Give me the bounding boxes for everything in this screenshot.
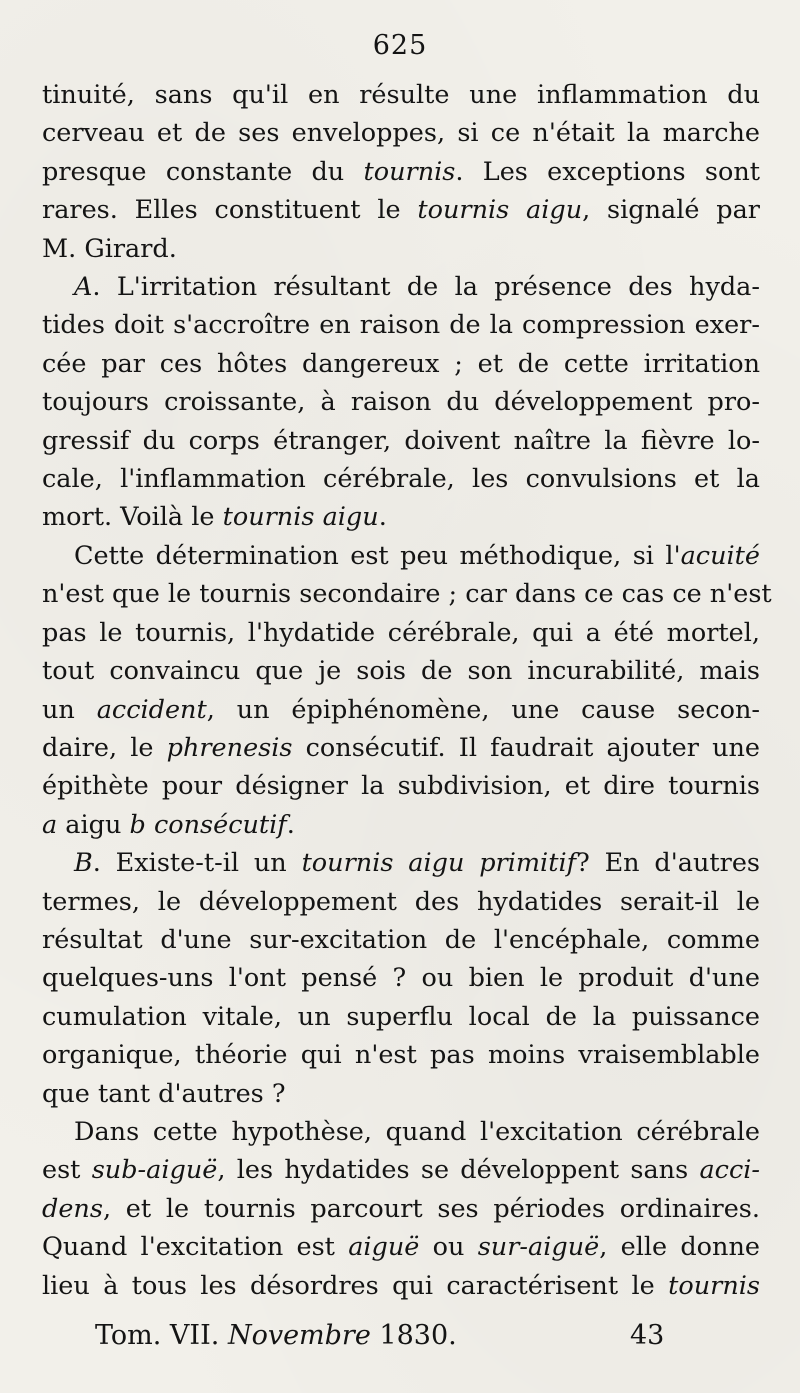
italic-text: acci- (699, 1155, 761, 1186)
text-run: . (378, 502, 387, 533)
italic-text: sub-aiguë (91, 1155, 218, 1186)
italic-text: tournis (363, 156, 456, 187)
italic-text: tournis aigu (417, 195, 583, 226)
text-run: cumulation vitale, un superflu local de la puissance (42, 1001, 760, 1032)
text-line (42, 1267, 760, 1305)
text-run: . Existe-t-il un (92, 848, 302, 879)
text-run: termes, le développement des hydatides serait-il le (42, 886, 760, 917)
page-footer (95, 1320, 695, 1351)
text-line (42, 191, 760, 229)
text-line (42, 1151, 760, 1189)
text-run: rares. Elles constituent le (42, 195, 418, 226)
text-line (42, 383, 760, 421)
footer-month: Novembre (227, 1320, 371, 1351)
italic-text: a (42, 809, 58, 840)
text-line (42, 691, 760, 729)
italic-text: b consécutif (129, 809, 287, 840)
text-run: , les hydatides se développent sans (217, 1155, 700, 1186)
italic-text: aiguë (348, 1232, 420, 1263)
text-line (42, 1228, 760, 1266)
text-line (42, 998, 760, 1036)
text-run: , un épiphénomène, une cause secon- (206, 694, 760, 725)
text-run: cale, l'inflammation cérébrale, les convulsions et la (42, 464, 760, 495)
text-run: épithète pour désigner la subdivision, et dire tournis (42, 771, 760, 802)
text-line (42, 614, 760, 652)
text-run: cée par ces hôtes dangereux ; et de cette irritation (42, 348, 760, 379)
italic-text: tournis (668, 1270, 760, 1301)
text-run: . (286, 809, 295, 840)
text-run: . L'irritation résultant de la présence des hyda- (92, 272, 760, 303)
text-line (42, 575, 772, 613)
text-line (42, 729, 760, 767)
text-line (42, 1075, 760, 1113)
footer-signature-mark: 43 (630, 1320, 665, 1351)
text-run: daire, le (42, 732, 167, 763)
text-run: pas le tournis, l'hydatide cérébrale, qui a été mortel, (42, 617, 760, 648)
text-line (42, 76, 760, 114)
text-run: que tant d'autres ? (42, 1078, 286, 1109)
italic-text: B (74, 848, 93, 879)
text-line (42, 345, 760, 383)
italic-text: accident (96, 694, 207, 725)
text-run: tides doit s'accroître en raison de la compression exer- (42, 310, 760, 341)
text-line (42, 268, 760, 306)
text-line (42, 422, 760, 460)
text-run: mort. Voilà le (42, 502, 223, 533)
text-line (42, 230, 760, 268)
text-run: Quand l'excitation est (42, 1232, 349, 1263)
text-line (42, 1113, 760, 1151)
text-line (42, 652, 760, 690)
italic-text: tournis aigu (222, 502, 379, 533)
text-line (42, 114, 760, 152)
italic-text: acuité (680, 540, 760, 571)
page-number: 625 (372, 30, 428, 61)
text-line (42, 921, 760, 959)
text-run: ? En d'autres (576, 848, 761, 879)
text-run: organique, théorie qui n'est pas moins vraisemblable (42, 1040, 760, 1071)
footer-volume: Tom. VII. (95, 1320, 228, 1351)
text-line (42, 1036, 760, 1074)
italic-text: phrenesis (166, 732, 293, 763)
text-line (42, 883, 760, 921)
footer-year: 1830. (370, 1320, 457, 1351)
text-line (42, 153, 760, 191)
text-run: presque constante du (42, 156, 364, 187)
text-run: toujours croissante, à raison du développement pro- (42, 387, 760, 418)
italic-text: A (74, 272, 93, 303)
text-line (42, 306, 760, 344)
text-line (42, 498, 760, 536)
italic-text: tournis aigu primitif (301, 848, 577, 879)
text-run: un (42, 694, 97, 725)
text-run: Cette détermination est peu méthodique, si l' (74, 540, 681, 571)
text-line (42, 460, 760, 498)
text-run: M. Girard. (42, 233, 177, 264)
body-text (42, 76, 772, 1305)
text-run: tout convaincu que je sois de son incurabilité, mais (42, 656, 760, 687)
text-line (42, 537, 760, 575)
text-run: . Les exceptions sont (455, 156, 761, 187)
text-run: tinuité, sans qu'il en résulte une inflammation du (42, 80, 760, 110)
text-line (42, 959, 760, 997)
text-run: , signalé par (582, 195, 760, 226)
text-run: , elle donne (599, 1232, 760, 1263)
text-run: Dans cette hypothèse, quand l'excitation cérébrale (74, 1116, 760, 1147)
text-run: n'est que le tournis secondaire ; car dans ce cas ce n'est (42, 579, 772, 610)
text-line (42, 806, 760, 844)
text-run: résultat d'une sur-excitation de l'encéphale, comme (42, 924, 760, 955)
text-run: aigu (57, 809, 130, 840)
text-line (42, 844, 760, 882)
text-line (42, 767, 760, 805)
text-run: consécutif. Il faudrait ajouter une (292, 732, 760, 763)
text-run: est (42, 1155, 92, 1186)
text-line (42, 1190, 760, 1228)
text-run: lieu à tous les désordres qui caractérisent le (42, 1270, 669, 1301)
text-run: gressif du corps étranger, doivent naître la fièvre lo- (42, 425, 760, 456)
text-run: ou (419, 1232, 478, 1263)
text-run: cerveau et de ses enveloppes, si ce n'était la marche (42, 118, 760, 149)
text-run: , et le tournis parcourt ses périodes ordinaires. (102, 1193, 760, 1224)
italic-text: sur-aiguë (477, 1232, 600, 1263)
italic-text: dens (42, 1193, 103, 1224)
text-run: quelques-uns l'ont pensé ? ou bien le produit d'une (42, 963, 760, 994)
